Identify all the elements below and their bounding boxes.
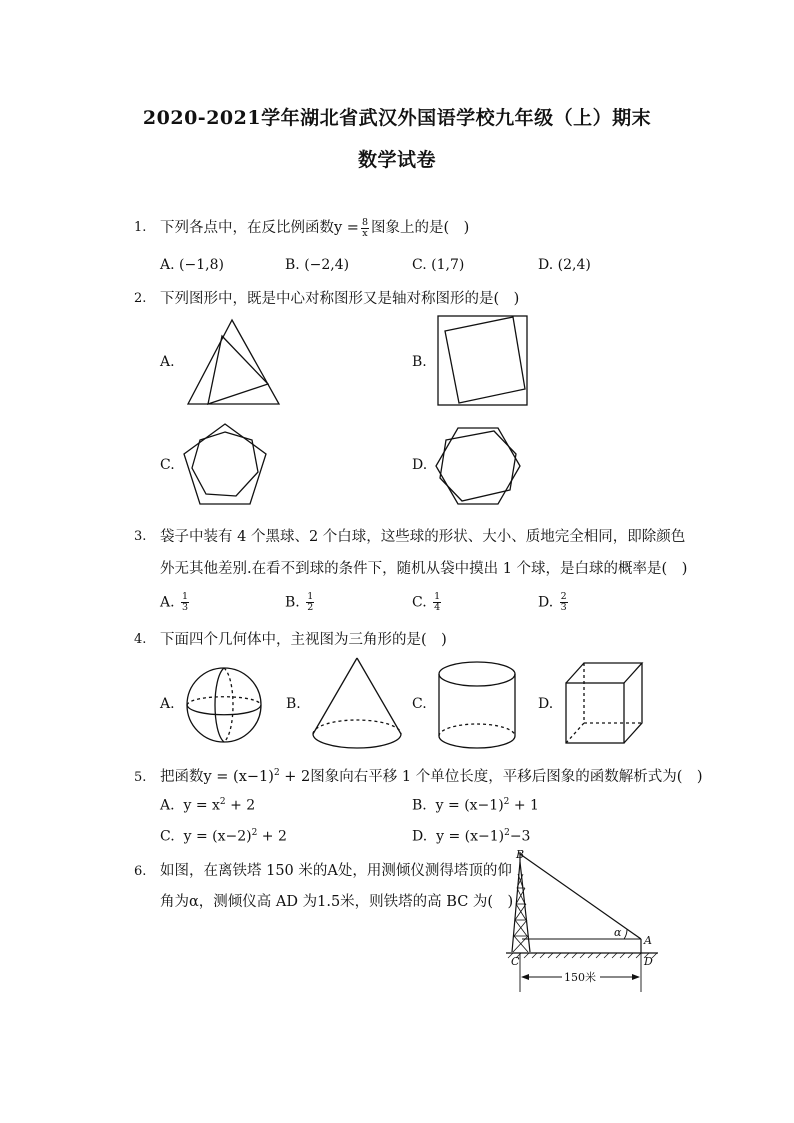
- question-3-line1: 袋子中装有 4 个黑球、2 个白球，这些球的形状、大小、质地完全相同，即除颜色: [160, 529, 686, 545]
- question-4-number: 4.: [134, 632, 147, 647]
- question-5-option-c: C. $y = (x-2)^2 + 2$: [160, 828, 287, 845]
- question-2-option-d-label: D.: [412, 457, 428, 473]
- question-2-number: 2.: [134, 291, 147, 306]
- question-1-text-after: 图象上的是( ): [371, 220, 470, 236]
- triangle-figure: [186, 318, 282, 408]
- question-3-number: 3.: [134, 529, 147, 544]
- question-4-option-c-label: C.: [412, 696, 427, 712]
- exam-title-line2: 数学试卷: [357, 149, 436, 171]
- label-d: D: [644, 955, 653, 968]
- question-4-option-b-label: B.: [286, 696, 301, 712]
- question-5-option-a: A. $y = x^2 + 2$: [160, 797, 256, 814]
- question-6-number: 6.: [134, 864, 147, 879]
- cone-figure: [311, 656, 403, 752]
- question-6-line2: 角为α，测倾仪高 AD 为1.5米，则铁塔的高 BC 为( ): [160, 894, 514, 910]
- question-3-option-c: C. $\frac{1}{4}$: [412, 591, 441, 613]
- question-4-option-d-label: D.: [538, 696, 554, 712]
- question-1-option-b: B. (−2,4): [285, 257, 350, 273]
- exam-title-line1: 2020-2021学年湖北省武汉外国语学校九年级（上）期末: [142, 107, 652, 129]
- question-3-line2: 外无其他差别.在看不到球的条件下，随机从袋中摸出 1 个球，是白球的概率是( ): [160, 561, 688, 577]
- label-alpha: α: [614, 926, 622, 939]
- fraction-numerator: 8: [361, 216, 368, 228]
- question-2-option-a-label: A.: [160, 354, 175, 370]
- square-in-square-figure: [437, 315, 529, 407]
- distance-label: 150米: [564, 971, 596, 984]
- question-1-fraction: [361, 218, 369, 239]
- label-b: B: [516, 848, 525, 861]
- label-c: C: [511, 955, 520, 968]
- question-3-option-a: A. $\frac{1}{3}$: [160, 591, 189, 613]
- fraction-denominator: x: [362, 227, 368, 239]
- question-2-option-b-label: B.: [412, 354, 427, 370]
- question-2-text: 下列图形中，既是中心对称图形又是轴对称图形的是( ): [160, 291, 520, 307]
- hexagon-figure: [434, 426, 522, 506]
- question-1-option-d: D. (2,4): [538, 257, 591, 273]
- question-5-option-d: D. $y = (x-1)^2-3$: [412, 828, 531, 845]
- cylinder-figure: [437, 660, 519, 752]
- question-4-text: 下面四个几何体中，主视图为三角形的是( ): [160, 632, 447, 648]
- question-6-line1: 如图，在离铁塔 150 米的A处，用测倾仪测得塔顶的仰: [160, 863, 512, 879]
- question-5-text: 把函数$y = (x-1)^2 + 2$图象向右平移 1 个单位长度，平移后图象的函数解析式为( ): [160, 768, 703, 785]
- question-2-option-c-label: C.: [160, 457, 175, 473]
- tower-diagram: [500, 846, 670, 996]
- question-4-option-a-label: A.: [160, 696, 175, 712]
- pentagon-star-figure: [180, 422, 270, 510]
- question-1-option-c: C. (1,7): [412, 257, 465, 273]
- question-5-number: 5.: [134, 770, 147, 785]
- label-a: A: [644, 934, 652, 947]
- question-1-number: 1.: [134, 220, 147, 235]
- question-1-option-a: A. (−1,8): [160, 257, 224, 273]
- cube-figure: [564, 661, 644, 747]
- question-5-option-b: B. $y = (x-1)^2 + 1$: [412, 797, 539, 814]
- question-1-text: [160, 216, 469, 239]
- question-1-text-before: 下列各点中，在反比例函数y =: [160, 220, 359, 236]
- question-3-option-b: B. $\frac{1}{2}$: [285, 591, 314, 613]
- sphere-figure: [180, 666, 270, 746]
- question-3-option-d: D. $\frac{2}{3}$: [538, 591, 567, 613]
